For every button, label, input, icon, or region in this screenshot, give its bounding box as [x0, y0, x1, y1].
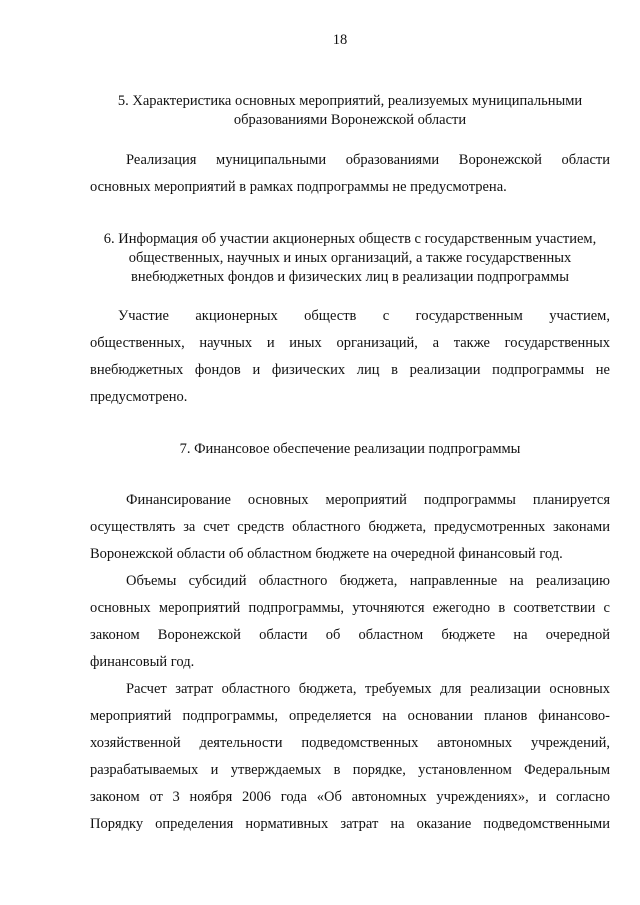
heading-line: внебюджетных фондов и физических лиц в реализации подпрограммы [131, 269, 569, 285]
paragraph-line: основных мероприятий подпрограммы, уточняются ежегодно в соответствии с [90, 600, 610, 616]
paragraph-line: Воронежской области об областном бюджете на очередной финансовый год. [90, 546, 563, 562]
section-7-paragraph-2 [90, 568, 610, 676]
paragraph-line: законом Воронежской области об областном бюджете на очередной [90, 627, 610, 643]
paragraph-line: Реализация муниципальными образованиями Воронежской области [126, 152, 610, 168]
paragraph-line: хозяйственной деятельности подведомственных автономных учреждений, [90, 735, 610, 751]
paragraph-line: основных мероприятий в рамках подпрограммы не предусмотрена. [90, 179, 507, 195]
paragraph-line: внебюджетных фондов и физических лиц в реализации подпрограммы не [90, 362, 610, 378]
paragraph-line: осуществлять за счет средств областного бюджета, предусмотренных законами [90, 519, 610, 535]
heading-line: 6. Информация об участии акционерных обществ с государственным участием, [103, 231, 597, 247]
paragraph-line: общественных, научных и иных организаций, а также государственных [90, 335, 610, 351]
section-7-paragraph-1 [90, 487, 610, 568]
paragraph-line: Расчет затрат областного бюджета, требуемых для реализации основных [126, 681, 610, 697]
paragraph-line: финансовый год. [90, 654, 195, 670]
heading-line: общественных, научных и иных организаций, а также государственных [128, 250, 572, 266]
paragraph-line: Финансирование основных мероприятий подпрограммы планируется [126, 492, 610, 508]
heading-line: 7. Финансовое обеспечение реализации подпрограммы [179, 441, 521, 457]
paragraph-line: Объемы субсидий областного бюджета, направленные на реализацию [126, 573, 610, 589]
heading-line: образованиями Воронежской области [233, 112, 467, 128]
page-number: 18 [332, 32, 348, 48]
paragraph-line: законом от 3 ноября 2006 года «Об автономных учреждениях», и согласно [90, 789, 610, 805]
section-7-heading [90, 440, 610, 459]
paragraph-line: предусмотрено. [90, 389, 188, 405]
paragraph-line: Порядку определения нормативных затрат на оказание подведомственными [90, 816, 610, 832]
section-5-paragraph [90, 147, 610, 201]
heading-line: 5. Характеристика основных мероприятий, реализуемых муниципальными [117, 93, 583, 109]
paragraph-line: разрабатываемых и утверждаемых в порядке, установленном Федеральным [90, 762, 610, 778]
section-6-heading [90, 230, 610, 287]
paragraph-line: мероприятий подпрограммы, определяется на основании планов финансово- [90, 708, 610, 724]
section-7-paragraph-3 [90, 676, 610, 838]
section-6-paragraph [90, 303, 610, 411]
paragraph-line: Участие акционерных обществ с государственным участием, [118, 308, 610, 324]
section-5-heading [90, 92, 610, 130]
